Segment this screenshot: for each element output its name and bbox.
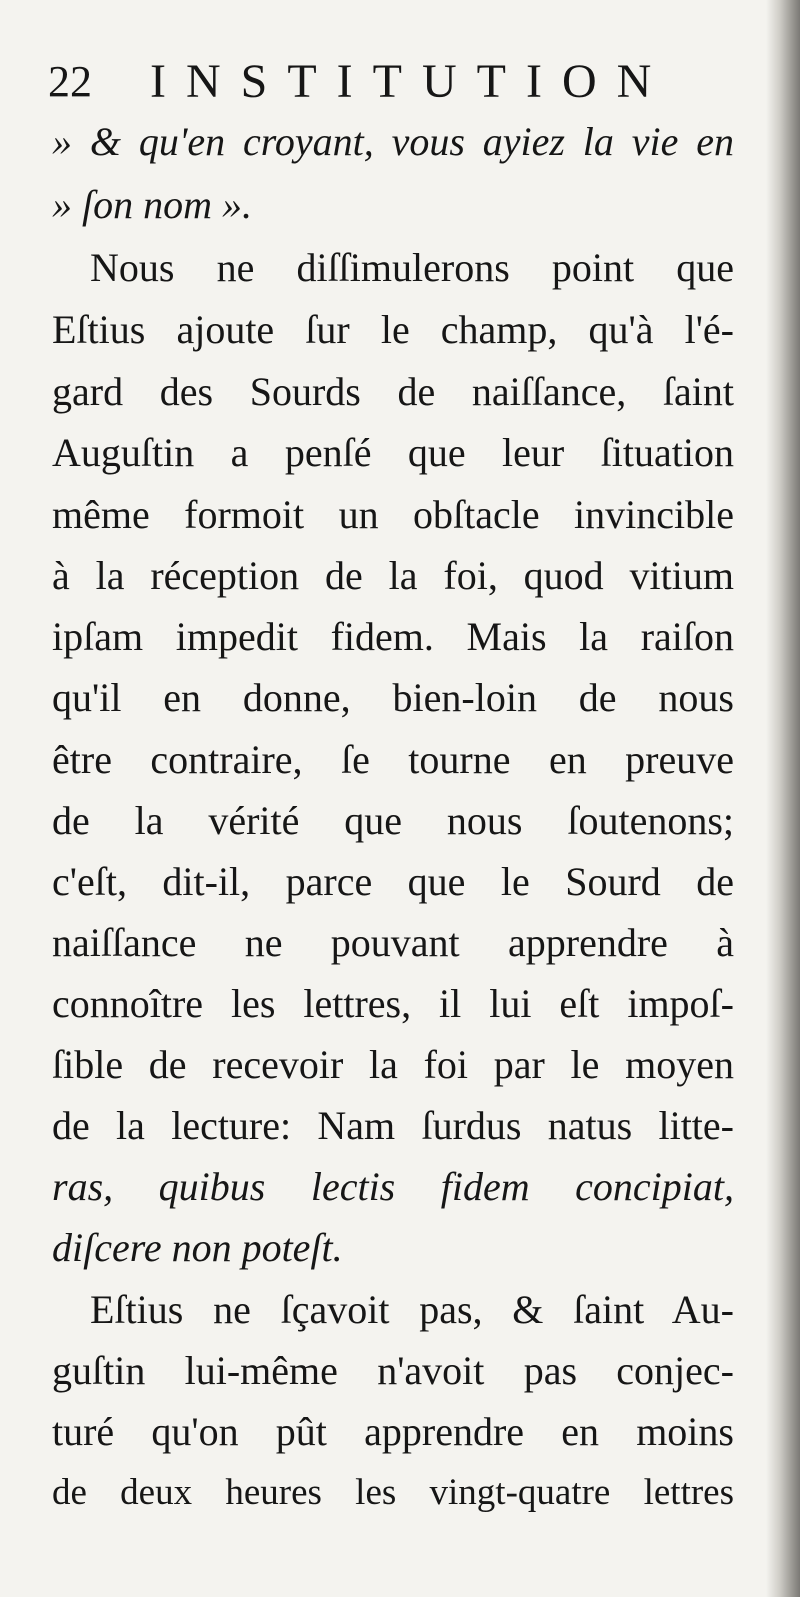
text-line: naiſſance ne pouvant apprendre à	[52, 920, 734, 965]
text-line: ras, quibus lectis fidem concipiat,	[52, 1164, 734, 1209]
running-title: INSTITUTION	[150, 55, 672, 108]
text-line: être contraire, ſe tourne en preuve	[52, 737, 734, 782]
text-line: ſible de recevoir la foi par le moyen	[52, 1042, 734, 1087]
text-line: de la vérité que nous ſoutenons;	[52, 798, 734, 843]
text-line: » ſon nom ».	[52, 182, 252, 227]
text-line: Nous ne diſſimulerons point que	[90, 245, 734, 290]
page-number: 22	[48, 57, 92, 106]
text-line: c'eſt, dit-il, parce que le Sourd de	[52, 859, 734, 904]
text-line: connoître les lettres, il lui eſt impoſ-	[52, 981, 734, 1026]
text-line: Auguſtin a penſé que leur ſituation	[52, 430, 734, 475]
text-line: même formoit un obſtacle invincible	[52, 492, 734, 537]
text-line: de la lecture: Nam ſurdus natus litte-	[52, 1103, 734, 1148]
text-line: ipſam impedit fidem. Mais la raiſon	[52, 614, 734, 659]
text-line: de deux heures les vingt-quatre lettres	[52, 1472, 734, 1513]
text-line: Eſtius ajoute ſur le champ, qu'à l'é-	[52, 307, 734, 352]
page-binding-edge	[766, 0, 800, 1597]
text-line: gard des Sourds de naiſſance, ſaint	[52, 369, 734, 414]
text-line: qu'il en donne, bien-loin de nous	[52, 675, 734, 720]
text-line: à la réception de la foi, quod vitium	[52, 553, 734, 598]
text-line: » & qu'en croyant, vous ayiez la vie en	[52, 119, 734, 164]
running-header	[48, 52, 748, 112]
text-line: Eſtius ne ſçavoit pas, & ſaint Au-	[90, 1287, 734, 1332]
text-line: guſtin lui-même n'avoit pas conjec-	[52, 1348, 734, 1393]
text-line: diſcere non poteſt.	[52, 1225, 343, 1270]
text-line: turé qu'on pût apprendre en moins	[52, 1409, 734, 1454]
